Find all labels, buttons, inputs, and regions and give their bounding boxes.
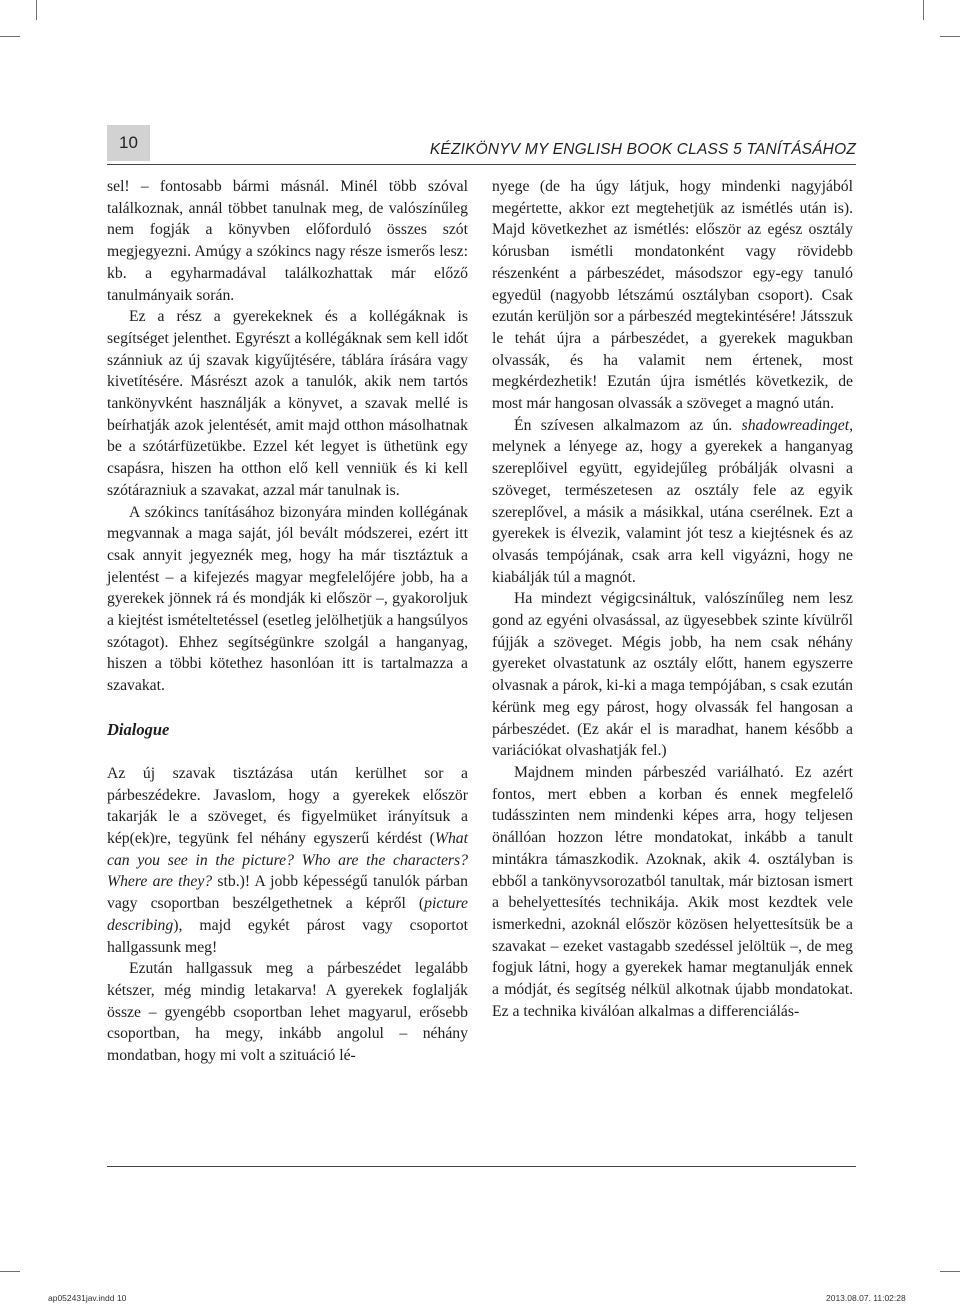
- crop-mark-top-right-v: [923, 0, 924, 20]
- crop-mark-bottom-right-h: [940, 1271, 960, 1272]
- left-column: [107, 176, 468, 1067]
- running-title: KÉZIKÖNYV MY ENGLISH BOOK CLASS 5 TANÍTÁSÁHOZ: [429, 141, 856, 158]
- crop-mark-top-left-v: [36, 0, 37, 20]
- text-run: Én szívesen alkalmazom az ún.: [514, 416, 742, 434]
- text-run: stb.)! A jobb képességű tanulók párban vagy csoportban beszélgethetnek a képről (: [107, 873, 468, 913]
- paragraph: Ez a rész a gyerekeknek és a kollégáknak is segítséget jelenthet. Egyrészt a kollégáknak sem kell időt szánniuk az új szavak kigyűjtésére, táblára írására vagy kivetítésére. Másrészt azok a tanulók, akik nem tartós tankönyvként használják a könyvet, a szavak mellé is beírhatják azok jelentését, amit majd otthon másolhatnak be a szótárfüzetükbe. Ezzel két legyet is üthetünk egy csapásra, hiszen ha otthon elő kell venniük és ki kell szótárazniuk a szavakat, azzal már tanulnak is.: [107, 308, 468, 499]
- crop-mark-bottom-left-h: [0, 1271, 20, 1272]
- paragraph: nyege (de ha úgy látjuk, hogy mindenki nagyjából megértette, akkor ezt megtehetjük az ismétlés után is). Majd következhet az ismétlés: először az egész osztály kórusban ismétli mondatonként vagy rövidebb részenként a párbeszédet, másodszor egy-egy tanuló egyedül (nagyobb létszámú osztályban csoport). Csak ezután kerüljön sor a párbeszéd megtekintésére! Játsszuk le tehát újra a párbeszédet, a gyerekek magukban olvassák, és ha valamit nem értenek, most megkérdezhetik! Ezután újra ismétlés következik, de most már hangosan olvassák a szöveget a magnó után.: [492, 178, 853, 413]
- footer-rule: [107, 1166, 856, 1167]
- paragraph: [107, 763, 468, 958]
- paragraph: Majdnem minden párbeszéd variálható. Ez azért fontos, mert ebben a korban és ennek megfelelő tudásszinten nem mindenki képes arra, hogy teljesen önállóan hozzon létre mondatokat, inkább a tanult mintákra támaszkodik. Azoknak, akik 4. osztályban is ebből a tankönyvsorozatból tanultak, már biztosan ismert a behelyettesítés technikája. Akik most kezdtek vele ismerkedni, azoknál először közösen helyettesítsük be a szavakat – ezeket vastagabb szedéssel jelöltük –, de meg fogjuk látni, hogy a gyerekek hamar megtanulják ennek a módját, és segítség nélkül alkotnak újabb mondatokat. Ez a technika kiválóan alkalmas a differenciálás-: [492, 763, 853, 1020]
- header-rule: [107, 164, 856, 165]
- italic-text: picture describing: [107, 895, 468, 934]
- text-run: ), majd egykét párost vagy csoportot hallgassunk meg!: [107, 916, 468, 956]
- right-column: [492, 176, 853, 1022]
- paragraph: [492, 415, 853, 589]
- paragraph: Ha mindezt végigcsináltuk, valószínűleg nem lesz gond az egyéni olvasással, az ügyesebbek szinte kívülről fújják a szöveget. Mégis jobb, ha nem csak néhány gyereket olvastatunk az osztály előtt, hanem egyszerre olvasnak a párok, ki-ki a maga tempójában, s csak ezután kérünk meg egy párost, hogy olvassák fel hangosan a párbeszédet. (Ez akár el is maradhat, hanem később a variációkat olvashatják fel.): [492, 590, 853, 760]
- paragraph: A szókincs tanításához bizonyára minden kollégának megvannak a maga saját, jól bevált módszerei, ezért itt csak annyit jegyeznék meg, hogy ha már tisztáztuk a jelentést – a kifejezés magyar megfelelőjére jobb, ha a gyerekek jönnek rá és mondják ki először –, gyakoroljuk a kiejtést ismételtetéssel (esetleg jelölhetjük a hangsúlyos szótagot). Ehhez segítségünkre szolgál a hanganyag, hiszen a többi kötethez hasonlóan itt is tartalmazza a szavakat.: [107, 503, 468, 695]
- italic-text: What can you see in the picture? Who are the characters? Where are they?: [107, 829, 468, 891]
- slug-filename: ap052431jav.indd 10: [48, 1293, 127, 1303]
- slug-timestamp: 2013.08.07. 11:02:28: [826, 1293, 906, 1303]
- text-run: Az új szavak tisztázása után kerülhet sor a párbeszédekre. Javaslom, hogy a gyerekek először takarják le a szöveget, és figyelmüket irányítsuk a kép(ek)re, tegyünk fel néhány egyszerű kérdést (: [107, 764, 468, 847]
- text-run: melynek a lényege az, hogy a gyerekek a hanganyag szereplőivel együtt, egyidejűleg próbálják olvasni a szöveget, természetesen az osztály fele az egyik szereplővel, a másik a másikkal, utána cserélnek. Ezt a gyerekek is élvezik, valamint jót tesz a kiejtésnek és az olvasás tempójának, csak arra kell vigyázni, hogy ne kiabálják túl a magnót.: [492, 438, 853, 586]
- italic-text: shadowreadinget,: [741, 416, 853, 434]
- crop-mark-top-left-h: [0, 36, 20, 37]
- page-number: 10: [107, 125, 150, 161]
- paragraph: sel! – fontosabb bármi másnál. Minél több szóval találkoznak, annál többet tanulnak meg, de valószínűleg nem fogják a könyvben előforduló összes szót megjegyezni. Amúgy a szókincs nagy része ismerős lesz: kb. a egyharmadával találkozhattak már előző tanulmányaik során.: [107, 178, 468, 304]
- paragraph: Ezután hallgassuk meg a párbeszédet legalább kétszer, még mindig letakarva! A gyerekek foglalják össze – gyengébb csoportban lehet magyarul, erősebb csoportban, ha megy, inkább angolul – néhány mondatban, hogy mi volt a szituáció lé-: [107, 960, 468, 1065]
- crop-mark-top-right-h: [940, 36, 960, 37]
- section-heading: Dialogue: [107, 719, 170, 739]
